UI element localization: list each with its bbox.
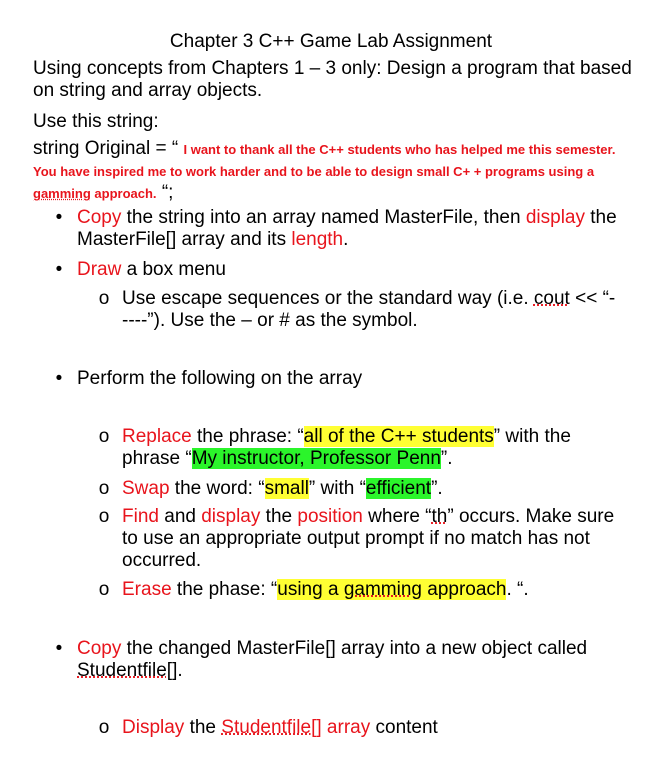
s1-text-2: ” with the phrase “ xyxy=(122,426,571,469)
bullet-glyph: • xyxy=(55,368,63,389)
sub-bullet-glyph: o xyxy=(98,426,110,447)
highlight-phrase-students: all of the C++ students xyxy=(303,426,494,447)
sub-bullet-glyph: o xyxy=(98,579,110,600)
s4-text-2: . “. xyxy=(506,579,529,600)
highlight-word-efficient: efficient xyxy=(365,478,432,499)
keyword-copy: Copy xyxy=(77,207,122,228)
s1-text-1: the phrase: “ xyxy=(191,426,304,447)
bullet-glyph: • xyxy=(55,207,63,228)
keyword-find: Find xyxy=(122,506,159,527)
b2-sub-cout: cout xyxy=(533,288,570,309)
bullet-glyph: • xyxy=(55,259,63,280)
sub-bullet-glyph: o xyxy=(98,288,110,309)
keyword-swap: Swap xyxy=(122,478,170,499)
b1-text-3: . xyxy=(343,229,349,250)
string-decl-text-2: approach. xyxy=(90,186,157,201)
b2-sub-text-1: Use escape sequences or the standard way (i.e. xyxy=(122,288,534,309)
keyword-copy: Copy xyxy=(77,638,122,659)
bullet-glyph: • xyxy=(55,638,63,659)
s2-text-3: ”. xyxy=(431,478,443,499)
string-decl-prefix: string Original = “ xyxy=(33,138,184,159)
string-decl-suffix: “; xyxy=(156,182,174,203)
page-title: Chapter 3 C++ Game Lab Assignment xyxy=(169,31,493,52)
b4-text-2: . xyxy=(177,660,183,681)
b1-text-2: the MasterFile[] array and its xyxy=(77,207,617,250)
s4-text-1: the phase: “ xyxy=(171,579,278,600)
string-decl-text-1: I want to thank all the C++ students who has helped me this semester. You have inspired me to work harder and to be able to design small C+ + programs using a xyxy=(33,142,616,179)
b4-sub-studentfile: Studentfile[] xyxy=(221,717,322,738)
intro-paragraph: Using concepts from Chapters 1 – 3 only: Design a program that based on string and array objects. xyxy=(33,58,632,101)
highlight-word-small: small xyxy=(264,478,309,499)
keyword-display: Display xyxy=(122,717,185,738)
b4-sub-text-1: the xyxy=(184,717,222,738)
b2-sub-text-2: << “-----”). Use the – or # as the symbol. xyxy=(122,288,616,331)
highlight-erase-gamming: gamming xyxy=(343,579,422,600)
s1-text-3: ”. xyxy=(440,448,453,469)
s3-text-1: and xyxy=(158,506,202,527)
s3-th: th xyxy=(431,506,448,527)
highlight-erase-1: using a xyxy=(277,579,344,600)
s2-text-1: the word: “ xyxy=(169,478,265,499)
highlight-phrase-instructor: My instructor, Professor Penn xyxy=(191,448,441,469)
keyword-draw: Draw xyxy=(77,259,122,280)
b3-text: Perform the following on the array xyxy=(77,368,363,389)
string-decl-gamming: gamming xyxy=(33,186,91,201)
keyword-replace: Replace xyxy=(122,426,192,447)
keyword-display: display xyxy=(201,506,261,527)
highlight-erase-2: approach xyxy=(421,579,507,600)
string-declaration xyxy=(33,138,633,204)
use-string-label: Use this string: xyxy=(33,111,159,132)
b2-text-1: a box menu xyxy=(121,259,226,280)
keyword-position: position xyxy=(297,506,363,527)
s3-text-3: where “ xyxy=(362,506,432,527)
keyword-erase: Erase xyxy=(122,579,172,600)
b4-sub-text-2: content xyxy=(370,717,438,738)
sub-bullet-glyph: o xyxy=(98,506,110,527)
s3-text-4: ” occurs. Make sure to use an appropriate output prompt if no match has not occurred. xyxy=(122,506,615,571)
b1-text-1: the string into an array named MasterFile, then xyxy=(121,207,526,228)
keyword-display: display xyxy=(525,207,585,228)
s2-text-2: ” with “ xyxy=(308,478,366,499)
sub-bullet-glyph: o xyxy=(98,717,110,738)
s3-text-2: the xyxy=(260,506,298,527)
b4-text-1: the changed MasterFile[] array into a new object called xyxy=(121,638,588,659)
b4-studentfile: Studentfile[] xyxy=(77,660,178,681)
keyword-array: array xyxy=(321,717,371,738)
sub-bullet-glyph: o xyxy=(98,478,110,499)
keyword-length: length xyxy=(291,229,344,250)
